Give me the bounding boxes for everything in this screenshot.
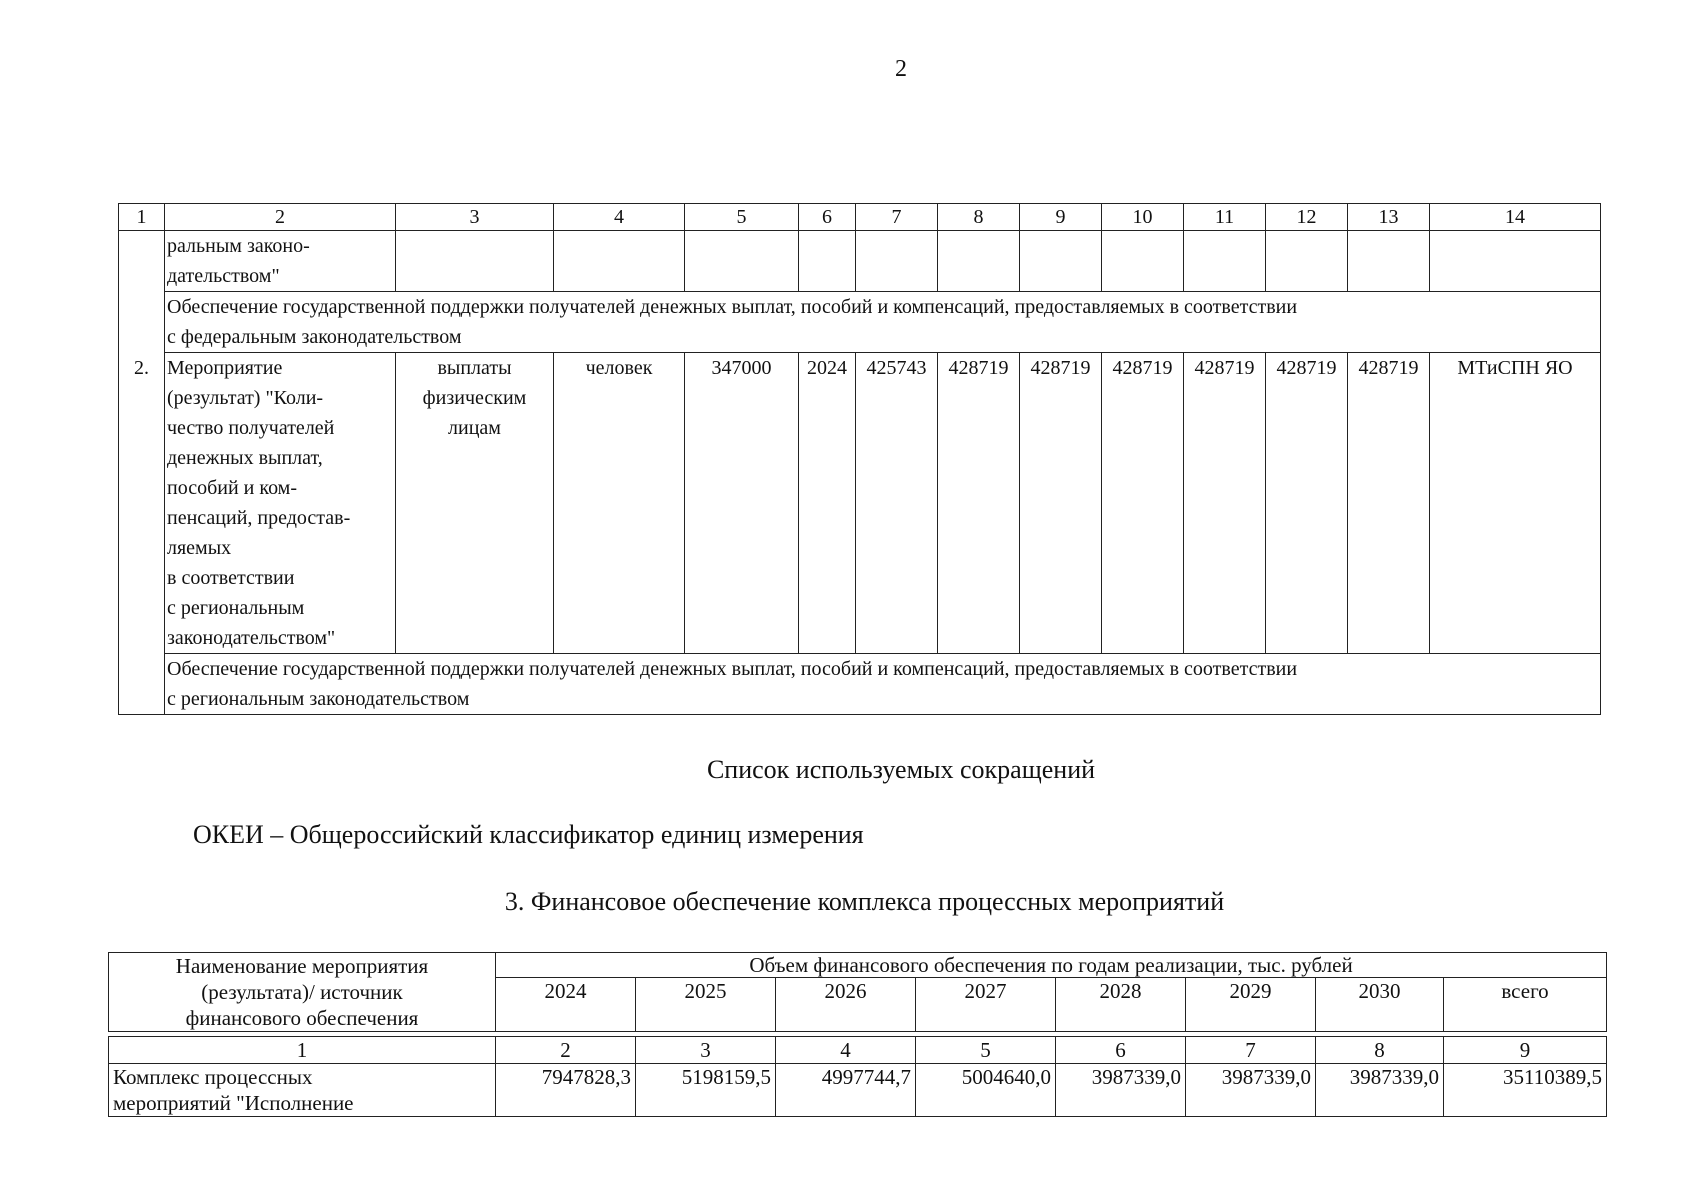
column-number: 4 <box>554 204 685 231</box>
value-2026-cell: 428719 <box>1020 353 1102 654</box>
column-number: 12 <box>1266 204 1348 231</box>
year-header: 2028 <box>1056 978 1186 1032</box>
column-number: 1 <box>109 1037 496 1064</box>
column-number: 10 <box>1102 204 1184 231</box>
total-value-cell: 35110389,5 <box>1444 1064 1607 1117</box>
table-row <box>119 292 1601 353</box>
year-header: 2024 <box>496 978 636 1032</box>
base-value-cell: 347000 <box>685 353 799 654</box>
abbreviations-title: Список используемых сокращений <box>706 755 1096 784</box>
column-number: 2 <box>496 1037 636 1064</box>
table-row <box>119 654 1601 715</box>
row-number: 2. <box>119 353 165 654</box>
column-number: 11 <box>1184 204 1266 231</box>
year-header: 2025 <box>636 978 776 1032</box>
column-number: 14 <box>1430 204 1601 231</box>
total-header: всего <box>1444 978 1607 1032</box>
year-header: 2029 <box>1186 978 1316 1032</box>
table-row <box>119 353 1601 654</box>
measure-type-cell: выплаты физическим лицам <box>396 353 554 654</box>
value-2025-cell: 5198159,5 <box>636 1064 776 1117</box>
year-header: 2026 <box>776 978 916 1032</box>
column-number: 7 <box>1186 1037 1316 1064</box>
value-2030-cell: 428719 <box>1348 353 1430 654</box>
column-number: 6 <box>1056 1037 1186 1064</box>
task-description: Обеспечение государственной поддержки получателей денежных выплат, пособий и компенсаций, предоставляемых в соответствии с региональным законодательством <box>165 654 1601 715</box>
measure-name-cell: Мероприятие (результат) "Коли- чество получателей денежных выплат, пособий и ком- пенсаций, предостав- ляемых в соответствии с региональным законодательством" <box>165 353 396 654</box>
column-number: 8 <box>938 204 1020 231</box>
value-2024-cell: 425743 <box>856 353 938 654</box>
column-number: 4 <box>776 1037 916 1064</box>
column-number: 1 <box>119 204 165 231</box>
financing-group-header: Объем финансового обеспечения по годам реализации, тыс. рублей <box>496 953 1607 978</box>
column-number: 9 <box>1444 1037 1607 1064</box>
abbreviation-okei: ОКЕИ – Общероссийский классификатор единиц измерения <box>193 820 864 849</box>
value-2025-cell: 428719 <box>938 353 1020 654</box>
column-numbers-row <box>119 204 1601 231</box>
column-number: 5 <box>916 1037 1056 1064</box>
column-number: 9 <box>1020 204 1102 231</box>
indicators-table <box>118 203 1601 715</box>
row-number-cell <box>119 231 165 292</box>
value-2029-cell: 3987339,0 <box>1186 1064 1316 1117</box>
column-number: 2 <box>165 204 396 231</box>
year-header: 2030 <box>1316 978 1444 1032</box>
name-column-header: Наименование мероприятия (результата)/ источник финансового обеспечения <box>109 953 496 1032</box>
base-year-cell: 2024 <box>799 353 856 654</box>
value-2027-cell: 428719 <box>1102 353 1184 654</box>
responsible-cell: МТиСПН ЯО <box>1430 353 1601 654</box>
table-row <box>109 1064 1607 1117</box>
header-row <box>109 953 1607 978</box>
value-2027-cell: 5004640,0 <box>916 1064 1056 1117</box>
value-2024-cell: 7947828,3 <box>496 1064 636 1117</box>
column-number: 3 <box>396 204 554 231</box>
column-number: 13 <box>1348 204 1430 231</box>
page-number: 2 <box>895 56 907 82</box>
column-number: 8 <box>1316 1037 1444 1064</box>
financing-table <box>108 952 1607 1117</box>
section-title: 3. Финансовое обеспечение комплекса процессных мероприятий <box>504 887 1225 916</box>
measure-name-cell: ральным законо- дательством" <box>165 231 396 292</box>
value-2030-cell: 3987339,0 <box>1316 1064 1444 1117</box>
column-numbers-row <box>109 1037 1607 1064</box>
year-header: 2027 <box>916 978 1056 1032</box>
task-description: Обеспечение государственной поддержки получателей денежных выплат, пособий и компенсаций, предоставляемых в соответствии с федеральным законодательством <box>165 292 1601 353</box>
value-2028-cell: 428719 <box>1184 353 1266 654</box>
column-number: 7 <box>856 204 938 231</box>
complex-name-cell: Комплекс процессных мероприятий "Исполнение <box>109 1064 496 1117</box>
value-2026-cell: 4997744,7 <box>776 1064 916 1117</box>
table-row <box>119 231 1601 292</box>
value-2028-cell: 3987339,0 <box>1056 1064 1186 1117</box>
column-number: 5 <box>685 204 799 231</box>
column-number: 3 <box>636 1037 776 1064</box>
unit-cell: человек <box>554 353 685 654</box>
value-2029-cell: 428719 <box>1266 353 1348 654</box>
column-number: 6 <box>799 204 856 231</box>
